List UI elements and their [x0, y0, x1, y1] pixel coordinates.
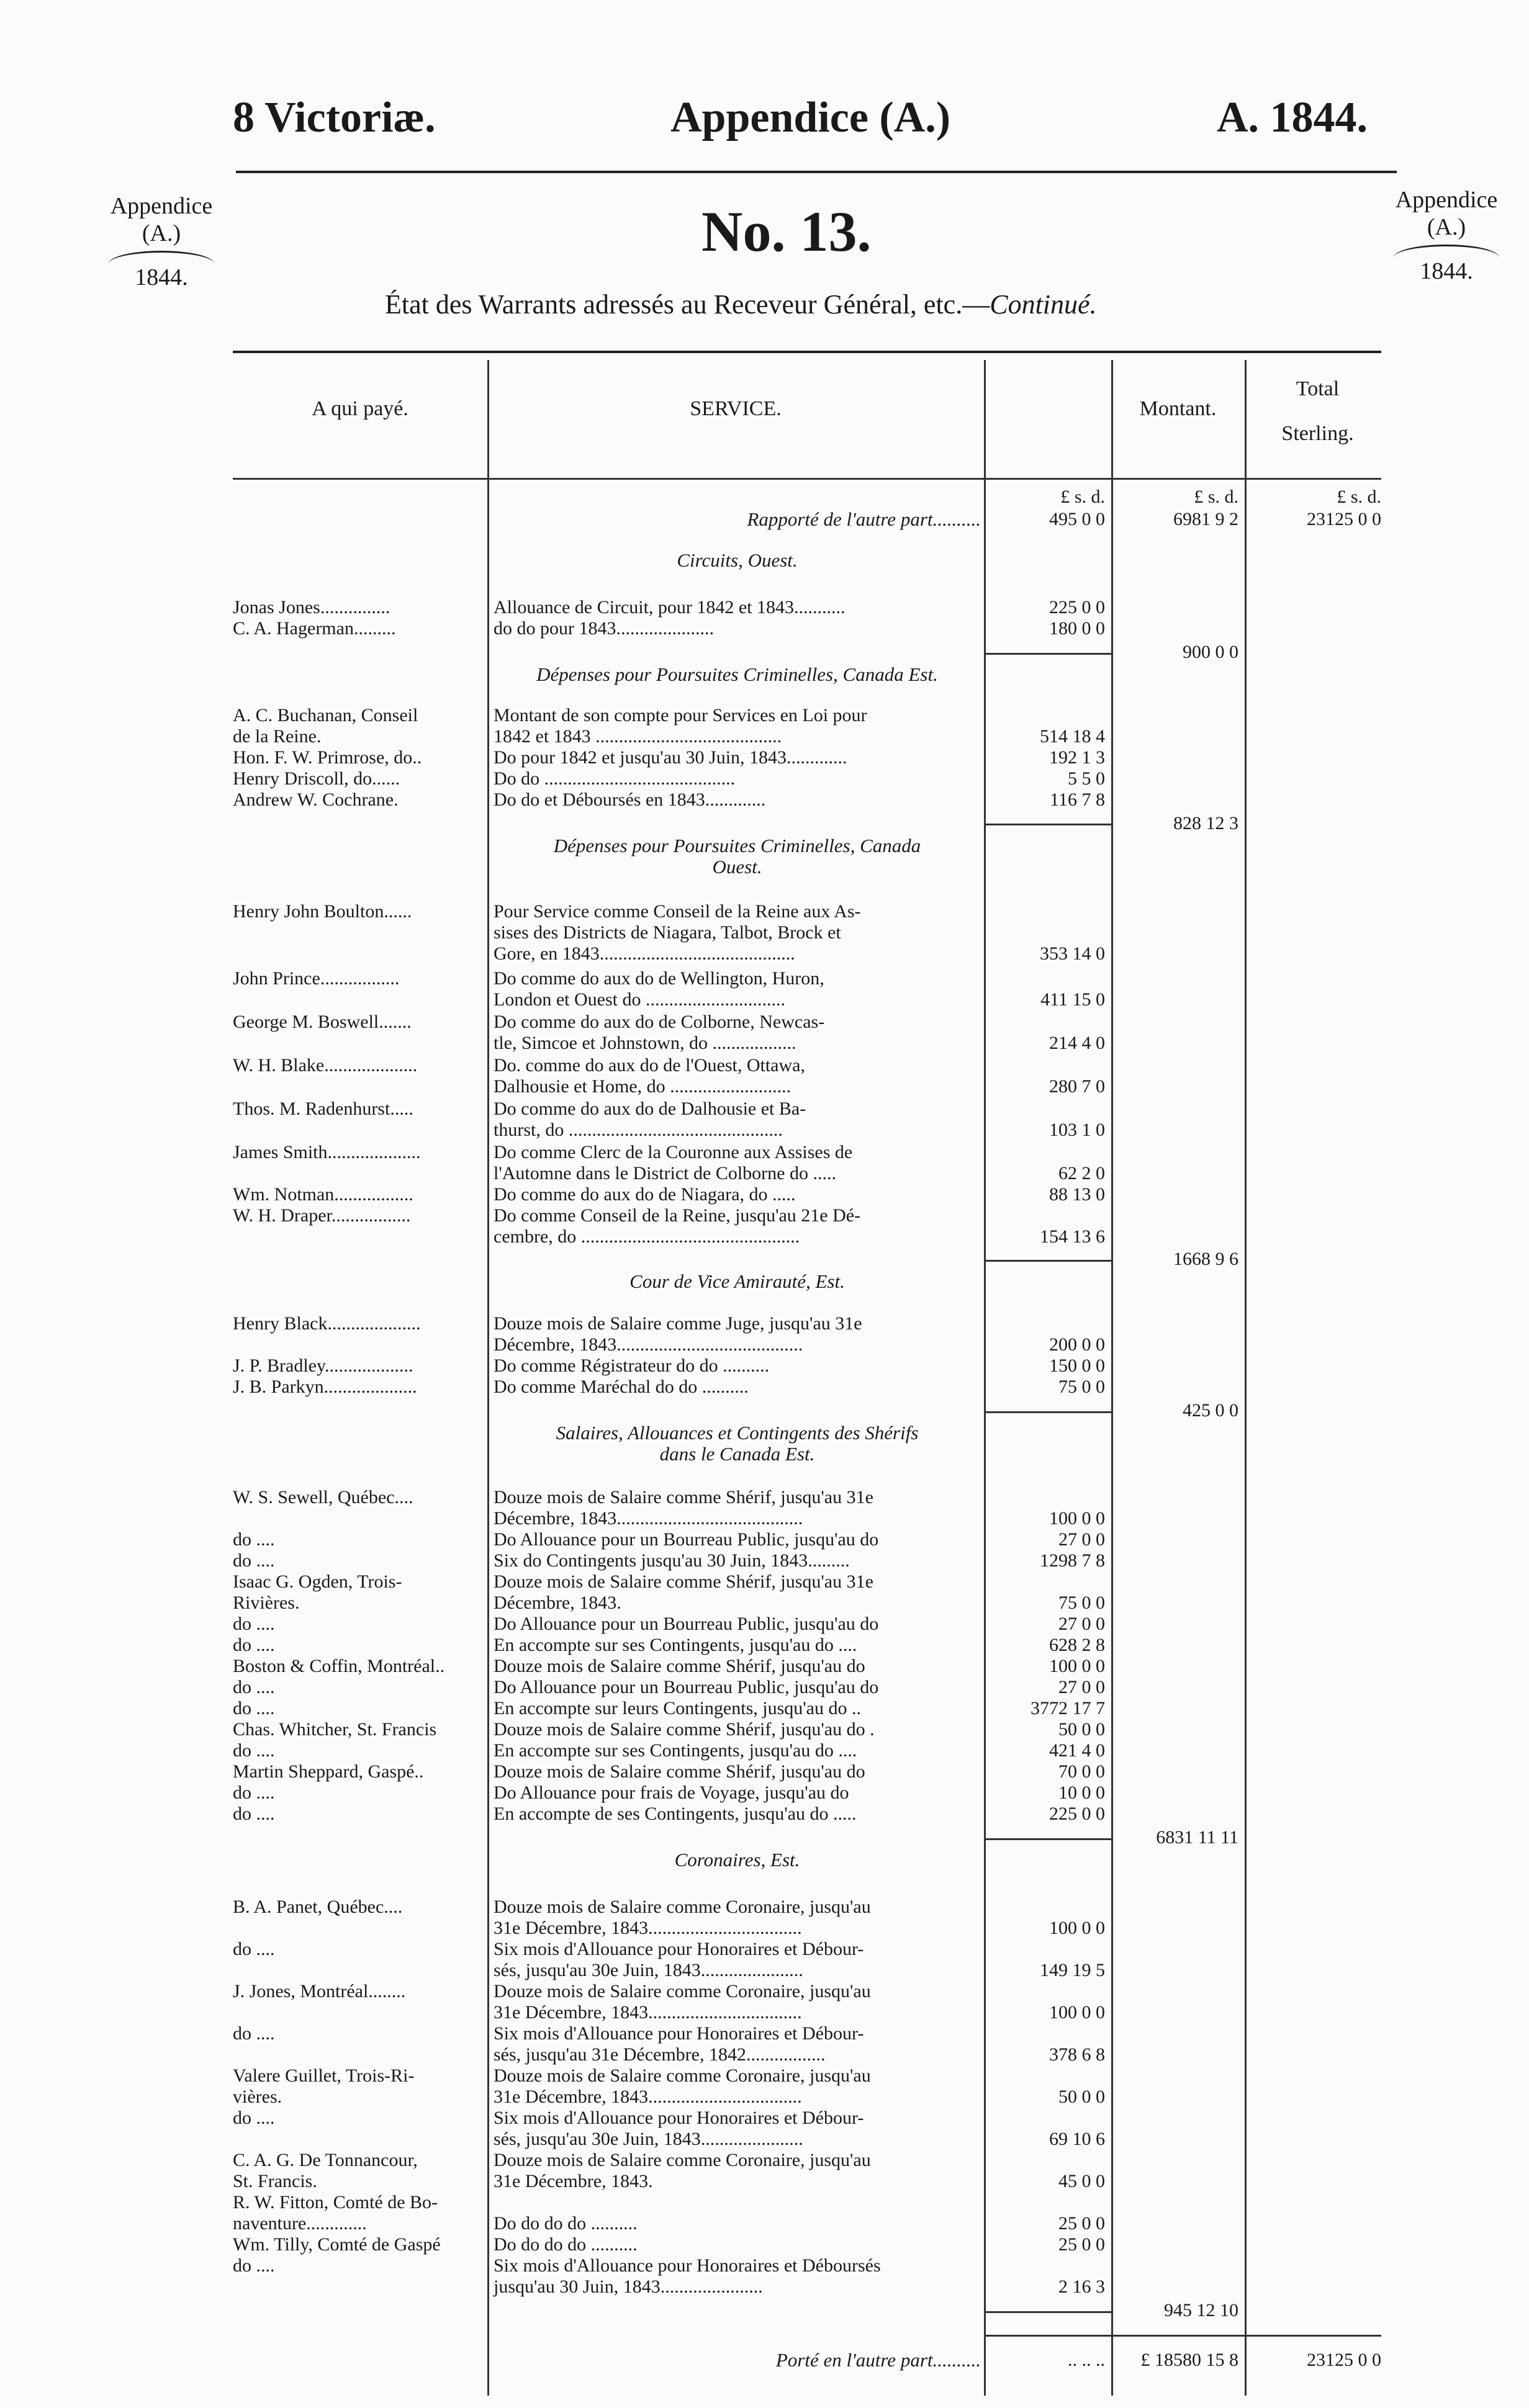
col-header-montant: Montant. [1139, 397, 1217, 420]
amount-cell: 88 13 0 [1049, 1184, 1105, 1205]
service-cell: Do comme Conseil de la Reine, jusqu'au 21e Dé- [494, 1205, 861, 1226]
service-cell: 31e Décembre, 1843. [494, 2171, 653, 2191]
payee-cell: naventure............. [233, 2213, 367, 2234]
service-cell: tle, Simcoe et Johnstown, do .................. [494, 1033, 796, 1053]
service-cell: Do Allouance pour un Bourreau Public, jusqu'au do [494, 1614, 879, 1634]
service-cell: Do comme do aux do de Niagara, do ..... [494, 1184, 796, 1205]
subtotal-rule [984, 1838, 1111, 1840]
service-cell: sés, jusqu'au 30e Juin, 1843...................... [494, 2129, 803, 2149]
service-cell: London et Ouest do .............................. [494, 989, 785, 1010]
montant-cell: £ 18580 15 8 [1140, 2350, 1238, 2370]
service-cell: Douze mois de Salaire comme Juge, jusqu'au 31e [494, 1313, 862, 1334]
amount-cell: 421 4 0 [1049, 1740, 1105, 1761]
margin-right-brace [1394, 245, 1499, 258]
service-cell: Do do do do .......... [494, 2213, 638, 2234]
service-cell: Do pour 1842 et jusqu'au 30 Juin, 1843............. [494, 747, 847, 768]
service-cell: 31e Décembre, 1843................................. [494, 2002, 802, 2023]
amount-cell: 10 0 0 [1058, 1782, 1105, 1803]
amount-cell: 200 0 0 [1049, 1334, 1105, 1355]
montant-cell: 828 12 3 [1173, 813, 1238, 833]
service-cell: sés, jusqu'au 30e Juin, 1843...................... [494, 1960, 803, 1980]
payee-cell: do .... [233, 1529, 275, 1550]
payee-cell: do .... [233, 1635, 275, 1655]
payee-cell: Martin Sheppard, Gaspé.. [233, 1761, 424, 1782]
payee-cell: do .... [233, 1804, 275, 1824]
payee-cell: J. Jones, Montréal........ [233, 1981, 406, 2001]
total-sterling-cell: 23125 0 0 [1307, 509, 1381, 529]
payee-cell: J. B. Parkyn.................... [233, 1377, 417, 1397]
amount-cell: 353 14 0 [1040, 943, 1105, 964]
service-cell: Décembre, 1843........................................ [494, 1508, 803, 1529]
currency-head-total: £ s. d. [1337, 487, 1381, 507]
amount-cell: 50 0 0 [1058, 2087, 1105, 2107]
col-header-payee: A qui payé. [312, 397, 408, 420]
amount-cell: 27 0 0 [1058, 1677, 1105, 1697]
service-cell: l'Automne dans le District de Colborne do ..... [494, 1163, 836, 1184]
service-cell: Décembre, 1843........................................ [494, 1334, 803, 1355]
document-subtitle [385, 289, 1097, 320]
service-cell: Do do ......................................... [494, 768, 736, 789]
payee-cell: James Smith.................... [233, 1142, 421, 1162]
service-cell: Six mois d'Allouance pour Honoraires et Débour- [494, 1939, 864, 1959]
section-heading: Coronaires, Est. [674, 1849, 800, 1871]
subtotal-rule [984, 1411, 1111, 1413]
amount-cell: 100 0 0 [1049, 1918, 1105, 1938]
amount-cell: 50 0 0 [1058, 1719, 1105, 1740]
subtitle-continued: Continué. [990, 289, 1097, 320]
payee-cell: C. A. G. De Tonnancour, [233, 2150, 418, 2170]
payee-cell: R. W. Fitton, Comté de Bo- [233, 2192, 438, 2213]
margin-right-note [1375, 186, 1518, 285]
col-header-service: SERVICE. [690, 397, 782, 420]
service-cell: Do. comme do aux do de l'Ouest, Ottawa, [494, 1055, 805, 1076]
amount-cell: 100 0 0 [1049, 2002, 1105, 2023]
col-divider-amounts [1111, 360, 1113, 2396]
amount-cell: 225 0 0 [1049, 1804, 1105, 1824]
service-cell: Do Allouance pour un Bourreau Public, jusqu'au do [494, 1677, 879, 1697]
payee-cell: Jonas Jones............... [233, 597, 390, 618]
amount-cell: 100 0 0 [1049, 1508, 1105, 1529]
header-right: A. 1844. [1217, 94, 1368, 142]
subtotal-rule [984, 1260, 1111, 1262]
service-cell: Six mois d'Allouance pour Honoraires et Débour- [494, 2108, 864, 2128]
total-sterling-cell: 23125 0 0 [1307, 2350, 1381, 2370]
section-heading: Circuits, Ouest. [677, 549, 798, 571]
amount-cell: 69 10 6 [1049, 2129, 1105, 2149]
service-cell: Pour Service comme Conseil de la Reine aux As- [494, 901, 861, 922]
payee-cell: Henry John Boulton...... [233, 901, 412, 922]
margin-right-year: 1844. [1420, 258, 1473, 284]
payee-cell: John Prince................. [233, 968, 400, 989]
payee-cell: Chas. Whitcher, St. Francis [233, 1719, 437, 1740]
amount-cell: 70 0 0 [1058, 1761, 1105, 1782]
service-cell: do do pour 1843..................... [494, 618, 714, 639]
amount-cell: 280 7 0 [1049, 1076, 1105, 1097]
payee-cell: W. S. Sewell, Québec.... [233, 1487, 413, 1507]
payee-cell: Andrew W. Cochrane. [233, 789, 399, 810]
service-cell: Do do do do .......... [494, 2234, 638, 2255]
service-cell: Dalhousie et Home, do .......................... [494, 1076, 792, 1097]
amount-cell: 514 18 4 [1040, 726, 1105, 747]
payee-cell: Thos. M. Radenhurst..... [233, 1098, 413, 1119]
payee-cell: Isaac G. Ogden, Trois- [233, 1571, 402, 1592]
subtotal-rule [984, 653, 1111, 655]
payee-cell: B. A. Panet, Québec.... [233, 1897, 403, 1917]
amount-cell: 225 0 0 [1049, 597, 1105, 618]
service-cell: cembre, do ............................................... [494, 1226, 800, 1247]
margin-left-label: Appendice [110, 193, 213, 219]
service-cell: 1842 et 1843 ........................................ [494, 726, 782, 747]
payee-cell: do .... [233, 1677, 275, 1697]
col-divider-payee [487, 360, 489, 2396]
payee-cell: Boston & Coffin, Montréal.. [233, 1656, 445, 1676]
amount-cell: 495 0 0 [1049, 509, 1105, 529]
service-cell: Do comme do aux do de Dalhousie et Ba- [494, 1098, 806, 1119]
montant-cell: 6981 9 2 [1173, 509, 1238, 529]
payee-cell: Henry Black.................... [233, 1313, 421, 1334]
payee-cell: do .... [233, 1550, 275, 1571]
header-left: 8 Victoriæ. [233, 94, 436, 142]
service-cell: Douze mois de Salaire comme Coronaire, jusqu'au [494, 1897, 871, 1917]
amount-cell: 62 2 0 [1058, 1163, 1105, 1184]
service-cell: Montant de son compte pour Services en Loi pour [494, 705, 867, 726]
payee-cell: W. H. Draper................. [233, 1205, 411, 1226]
currency-head-amounts: £ s. d. [1060, 487, 1105, 507]
payee-cell: Valere Guillet, Trois-Ri- [233, 2065, 415, 2086]
service-cell: Do Allouance pour un Bourreau Public, jusqu'au do [494, 1529, 879, 1550]
service-cell: Douze mois de Salaire comme Shérif, jusqu'au do . [494, 1719, 875, 1740]
montant-cell: 425 0 0 [1183, 1400, 1238, 1421]
header-center: Appendice (A.) [670, 94, 951, 142]
margin-left-sub: (A.) [142, 220, 181, 246]
service-cell: En accompte sur ses Contingents, jusqu'au do .... [494, 1740, 857, 1761]
header-rule [236, 171, 1397, 173]
service-cell: sises des Districts de Niagara, Talbot, Brock et [494, 922, 841, 943]
section-heading: Dépenses pour Poursuites Criminelles, Canada [553, 835, 921, 856]
payee-cell: Hon. F. W. Primrose, do.. [233, 747, 422, 768]
service-cell: Do comme Maréchal do do .......... [494, 1377, 749, 1397]
margin-right-label: Appendice [1395, 187, 1498, 213]
payee-cell: de la Reine. [233, 726, 322, 747]
service-cell: Douze mois de Salaire comme Shérif, jusqu'au do [494, 1656, 865, 1676]
payee-cell: George M. Boswell....... [233, 1012, 412, 1032]
payee-cell: C. A. Hagerman......... [233, 618, 396, 639]
payee-cell: J. P. Bradley................... [233, 1355, 413, 1376]
service-cell: 31e Décembre, 1843................................. [494, 1918, 802, 1938]
service-cell: thurst, do .............................................. [494, 1120, 783, 1140]
amount-cell: 5 5 0 [1068, 768, 1105, 789]
service-cell: Douze mois de Salaire comme Shérif, jusqu'au do [494, 1761, 865, 1782]
section-heading: Dépenses pour Poursuites Criminelles, Canada Est. [536, 663, 938, 685]
amount-cell: 1298 7 8 [1040, 1550, 1105, 1571]
service-cell: Allouance de Circuit, pour 1842 et 1843........... [494, 597, 846, 618]
margin-right-sub: (A.) [1427, 214, 1466, 240]
subtotal-rule [984, 2311, 1111, 2313]
payee-cell: do .... [233, 1782, 275, 1803]
service-cell: Douze mois de Salaire comme Coronaire, jusqu'au [494, 2065, 871, 2086]
amount-cell: 45 0 0 [1058, 2171, 1105, 2191]
service-cell: Do comme do aux do de Colborne, Newcas- [494, 1012, 825, 1032]
service-cell: Six do Contingents jusqu'au 30 Juin, 1843......... [494, 1550, 850, 1571]
payee-cell: do .... [233, 2108, 275, 2128]
amount-cell: 25 0 0 [1058, 2234, 1105, 2255]
service-cell: Do do et Déboursés en 1843............. [494, 789, 766, 810]
currency-head-montant: £ s. d. [1194, 487, 1238, 507]
payee-cell: do .... [233, 2255, 275, 2276]
amount-cell: .. .. .. [1068, 2350, 1105, 2370]
service-cell: Décembre, 1843. [494, 1593, 621, 1613]
service-cell: Douze mois de Salaire comme Coronaire, jusqu'au [494, 2150, 871, 2170]
section-heading: Porté en l'autre part.......... [775, 2349, 981, 2371]
service-cell: En accompte sur leurs Contingents, jusqu'au do .. [494, 1698, 861, 1718]
col-divider-montant [1245, 360, 1247, 2396]
service-cell: 31e Décembre, 1843................................. [494, 2087, 802, 2107]
margin-left-brace [109, 251, 214, 264]
montant-cell: 6831 11 11 [1156, 1827, 1238, 1848]
table-top-rule [233, 351, 1381, 353]
amount-cell: 154 13 6 [1040, 1226, 1105, 1247]
amount-cell: 149 19 5 [1040, 1960, 1105, 1980]
service-cell: Six mois d'Allouance pour Honoraires et Débour- [494, 2023, 864, 2044]
payee-cell: vières. [233, 2087, 282, 2107]
service-cell: Douze mois de Salaire comme Coronaire, jusqu'au [494, 1981, 871, 2001]
margin-left-note [90, 192, 233, 291]
payee-cell: St. Francis. [233, 2171, 317, 2191]
subtitle-text: État des Warrants adressés au Receveur Général, etc.— [385, 289, 990, 320]
service-cell: Do comme Clerc de la Couronne aux Assises de [494, 1142, 853, 1162]
service-cell: En accompte de ses Contingents, jusqu'au do ..... [494, 1804, 857, 1824]
payee-cell: Wm. Notman................. [233, 1184, 413, 1205]
amount-cell: 3772 17 7 [1031, 1698, 1105, 1718]
payee-cell: do .... [233, 1614, 275, 1634]
amount-cell: 378 6 8 [1049, 2044, 1105, 2065]
amount-cell: 192 1 3 [1049, 747, 1105, 768]
payee-cell: Wm. Tilly, Comté de Gaspé [233, 2234, 441, 2255]
amount-cell: 116 7 8 [1050, 789, 1105, 810]
table-header-rule [233, 478, 1381, 480]
subtotal-rule [984, 824, 1111, 825]
section-heading: dans le Canada Est. [659, 1443, 815, 1465]
col-header-total: Total [1296, 377, 1340, 400]
payee-cell: do .... [233, 1740, 275, 1761]
amount-cell: 2 16 3 [1058, 2276, 1105, 2297]
service-cell: En accompte sur ses Contingents, jusqu'au do .... [494, 1635, 857, 1655]
amount-cell: 25 0 0 [1058, 2213, 1105, 2234]
amount-cell: 27 0 0 [1058, 1614, 1105, 1634]
amount-cell: 180 0 0 [1049, 618, 1105, 639]
payee-cell: Henry Driscoll, do...... [233, 768, 400, 789]
montant-cell: 945 12 10 [1164, 2300, 1238, 2320]
montant-cell: 900 0 0 [1183, 642, 1238, 662]
col-header-sterling: Sterling. [1281, 422, 1354, 445]
carried-total-rule [984, 2335, 1381, 2337]
payee-cell: A. C. Buchanan, Conseil [233, 705, 418, 726]
amount-cell: 75 0 0 [1058, 1377, 1105, 1397]
amount-cell: 27 0 0 [1058, 1529, 1105, 1550]
service-cell: Do Allouance pour frais de Voyage, jusqu'au do [494, 1782, 849, 1803]
section-heading: Cour de Vice Amirauté, Est. [629, 1270, 845, 1292]
service-cell: Douze mois de Salaire comme Shérif, jusqu'au 31e [494, 1571, 873, 1592]
amount-cell: 75 0 0 [1058, 1593, 1105, 1613]
amount-cell: 100 0 0 [1049, 1656, 1105, 1676]
amount-cell: 214 4 0 [1049, 1033, 1105, 1053]
payee-cell: W. H. Blake.................... [233, 1055, 418, 1076]
service-cell: Gore, en 1843.......................................... [494, 943, 795, 964]
amount-cell: 150 0 0 [1049, 1355, 1105, 1376]
service-cell: Douze mois de Salaire comme Shérif, jusqu'au 31e [494, 1487, 873, 1507]
section-heading: Rapporté de l'autre part.......... [747, 508, 981, 530]
payee-cell: do .... [233, 2023, 275, 2044]
amount-cell: 103 1 0 [1049, 1120, 1105, 1140]
service-cell: Do comme do aux do de Wellington, Huron, [494, 968, 824, 989]
section-heading: Ouest. [712, 856, 762, 878]
margin-left-year: 1844. [135, 264, 188, 290]
service-cell: Do comme Régistrateur do do .......... [494, 1355, 770, 1376]
service-cell: Six mois d'Allouance pour Honoraires et Déboursés [494, 2255, 881, 2276]
payee-cell: do .... [233, 1939, 275, 1959]
section-heading: Salaires, Allouances et Contingents des Shérifs [556, 1422, 919, 1444]
document-number: No. 13. [701, 200, 872, 263]
col-divider-service [984, 360, 986, 2396]
service-cell: sés, jusqu'au 31e Décembre, 1842................. [494, 2044, 826, 2065]
montant-cell: 1668 9 6 [1173, 1249, 1238, 1269]
payee-cell: do .... [233, 1698, 275, 1718]
amount-cell: 628 2 8 [1049, 1635, 1105, 1655]
amount-cell: 411 15 0 [1040, 989, 1105, 1010]
payee-cell: Rivières. [233, 1593, 300, 1613]
service-cell: jusqu'au 30 Juin, 1843...................... [494, 2276, 763, 2297]
